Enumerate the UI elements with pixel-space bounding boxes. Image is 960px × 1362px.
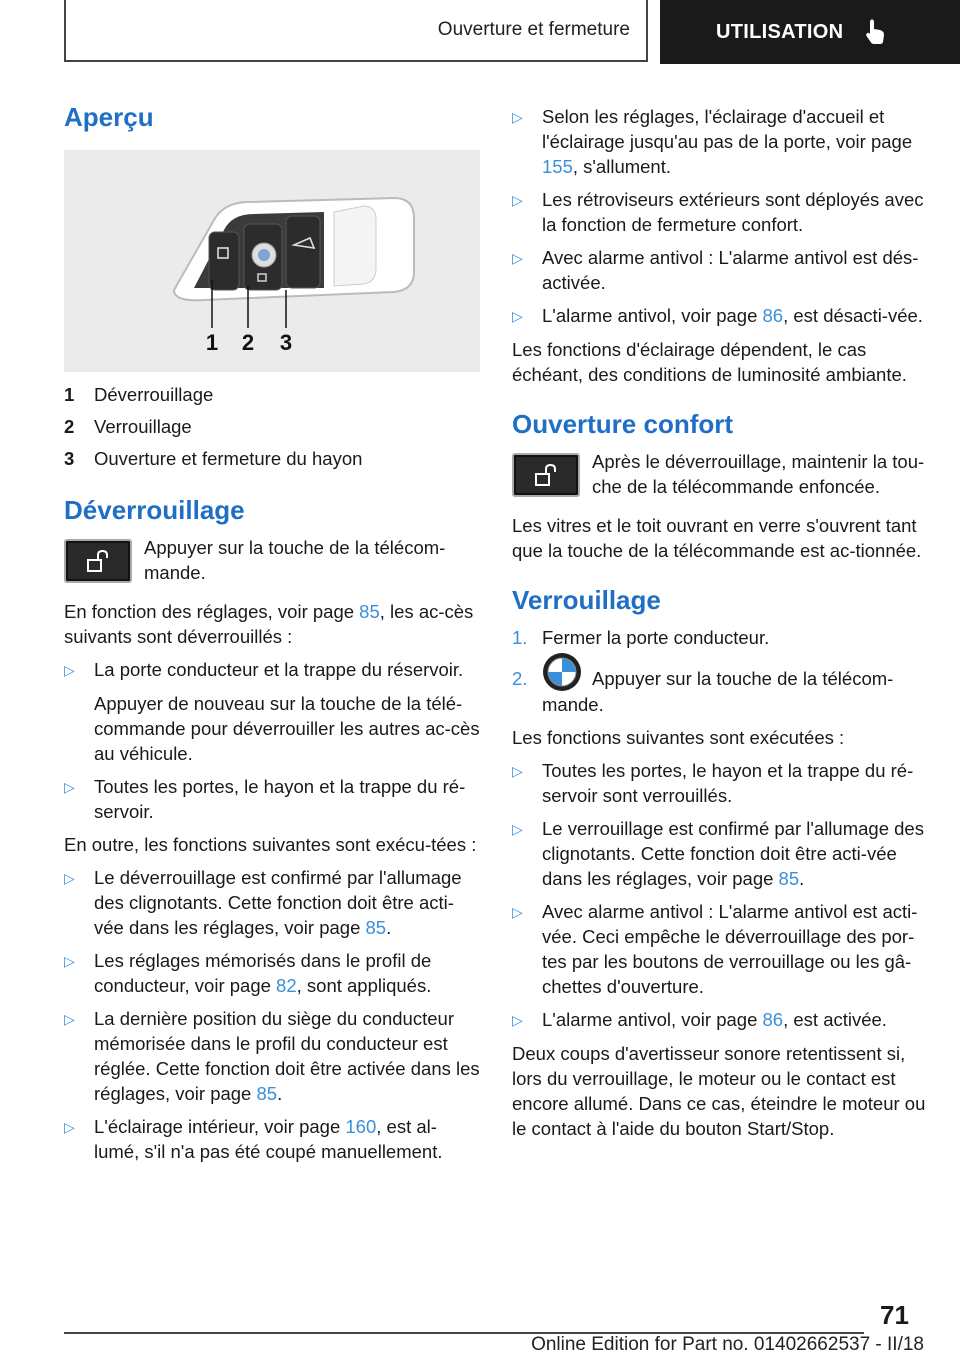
heading-apercu: Aperçu: [64, 102, 154, 132]
page-link[interactable]: 85: [359, 601, 380, 622]
unlock-button-icon: [512, 453, 580, 497]
step-item: 2. Appuyer sur la touche de la télécom-mande.: [512, 666, 930, 717]
heading-verrouillage: Verrouillage: [512, 585, 661, 615]
bullet-item: ▷ Toutes les portes, le hayon et la trappe du ré-servoir.: [64, 776, 466, 822]
unlock-instruction: Appuyer sur la touche de la télécom-mande.: [64, 535, 482, 585]
bullet-item: ▷ La porte conducteur et la trappe du réservoir.: [64, 657, 482, 683]
bullet-item: ▷ L'éclairage intérieur, voir page 160, est al-lumé, s'il n'a pas été coupé manuellement.: [64, 1116, 443, 1162]
bullet-marker: ▷: [64, 1011, 75, 1027]
bullet-marker: ▷: [64, 953, 75, 969]
section-title: Ouverture et fermeture: [437, 19, 630, 40]
callout-3: 3: [279, 330, 293, 355]
bmw-logo-button-icon: [542, 652, 582, 692]
step-item: 1. Fermer la porte conducteur.: [512, 627, 770, 648]
bullet-item: ▷ Toutes les portes, le hayon et la trappe du ré-servoir sont verrouillés.: [512, 760, 914, 807]
comfort-open-instruction: Après le déverrouillage, maintenir la tou-che de la télécommande enfoncée.: [512, 449, 930, 499]
paragraph: Deux coups d'avertisseur sonore retentissent si, lors du verrouillage, le moteur ou le contact est encore allumé. Dans ce cas, éteindre le moteur ou le contact à l'aide du bouton Start/Stop.: [512, 1043, 926, 1140]
legend-item: 3 Ouverture et fermeture du hayon: [64, 448, 363, 469]
callout-2: 2: [241, 330, 255, 355]
paragraph: Les fonctions suivantes sont exécutées :: [512, 727, 845, 749]
legend-item: 2 Verrouillage: [64, 416, 192, 437]
heading-deverrouillage: Déverrouillage: [64, 495, 245, 525]
page-link[interactable]: 86: [762, 305, 784, 326]
callout-1: 1: [205, 330, 219, 355]
page-link[interactable]: 85: [256, 1083, 278, 1104]
bullet-item: ▷ L'alarme antivol, voir page 86, est désacti-vée.: [512, 303, 930, 329]
bullet-item: ▷ Selon les réglages, l'éclairage d'accueil et l'éclairage jusqu'au pas de la porte, voir page 155, s'allument.: [512, 106, 913, 177]
edition-footer: Online Edition for Part no. 01402662537 - II/18: [531, 1334, 924, 1355]
legend-item: 1 Déverrouillage: [64, 384, 214, 405]
paragraph: En outre, les fonctions suivantes sont exécu-tées :: [64, 834, 477, 855]
page-link[interactable]: 160: [345, 1116, 377, 1137]
page-link[interactable]: 86: [762, 1009, 784, 1031]
paragraph: Les vitres et le toit ouvrant en verre s'ouvrent tant que la touche de la télécommande est ac-tionnée.: [512, 515, 922, 561]
paragraph: Les fonctions d'éclairage dépendent, le cas échéant, des conditions de luminosité ambiante.: [512, 339, 907, 385]
bullet-marker: ▷: [512, 192, 523, 208]
bullet-item: ▷ Avec alarme antivol : L'alarme antivol est acti-vée. Ceci empêche le déverrouillage des por-tes par les boutons de verrouillage ou les gâ-chettes d'ouverture.: [512, 901, 918, 998]
bullet-subtext: Appuyer de nouveau sur la touche de la télé-commande pour déverrouiller les autres ac-cès au véhicule.: [94, 693, 480, 764]
bullet-marker: ▷: [512, 1012, 523, 1029]
left-column: [64, 100, 482, 1172]
bullet-item: ▷ L'alarme antivol, voir page 86, est activée.: [512, 1007, 930, 1033]
page-link[interactable]: 155: [542, 156, 573, 177]
key-fob-figure: [64, 150, 480, 372]
bullet-marker: ▷: [64, 662, 75, 678]
chapter-title: UTILISATION: [716, 20, 844, 43]
bullet-item: ▷ Les réglages mémorisés dans le profil de conducteur, voir page 82, sont appliqués.: [64, 950, 432, 996]
key-fob-illustration: [64, 150, 480, 372]
page-link[interactable]: 85: [778, 868, 800, 890]
running-header-chapter: [660, 0, 960, 64]
bullet-marker: ▷: [512, 308, 523, 324]
bullet-marker: ▷: [512, 904, 523, 921]
bullet-marker: ▷: [512, 763, 523, 780]
heading-ouverture-confort: Ouverture confort: [512, 409, 734, 439]
paragraph: En fonction des réglages, voir page 85, les ac-cès suivants sont déverrouillés :: [64, 601, 474, 647]
bullet-item: ▷ La dernière position du siège du conducteur mémorisée dans le profil du conducteur est réglée. Cette fonction doit être activée dans les réglages, voir page 85.: [64, 1008, 480, 1104]
page-link[interactable]: 85: [365, 917, 387, 938]
bullet-marker: ▷: [512, 109, 523, 125]
bullet-marker: ▷: [512, 250, 523, 266]
bullet-item: ▷ Avec alarme antivol : L'alarme antivol est dés-activée.: [512, 247, 919, 293]
right-column: [512, 104, 930, 1149]
unlock-button-icon: [64, 539, 132, 583]
bullet-marker: ▷: [64, 779, 75, 795]
bullet-marker: ▷: [512, 821, 523, 838]
bullet-item: ▷ Le déverrouillage est confirmé par l'allumage des clignotants. Cette fonction doit être acti-vée dans les réglages, voir page 85.: [64, 867, 462, 938]
bullet-marker: ▷: [64, 1119, 75, 1135]
bullet-marker: ▷: [64, 870, 75, 886]
page-link[interactable]: 82: [276, 975, 297, 996]
page-number: 71: [880, 1300, 909, 1330]
bullet-item: ▷ Le verrouillage est confirmé par l'allumage des clignotants. Cette fonction doit être acti-vée dans les réglages, voir page 85.: [512, 818, 924, 890]
bullet-item: ▷ Les rétroviseurs extérieurs sont déployés avec la fonction de fermeture confort.: [512, 189, 924, 235]
running-header-section: [64, 0, 648, 62]
hand-pointer-icon: [861, 17, 891, 47]
